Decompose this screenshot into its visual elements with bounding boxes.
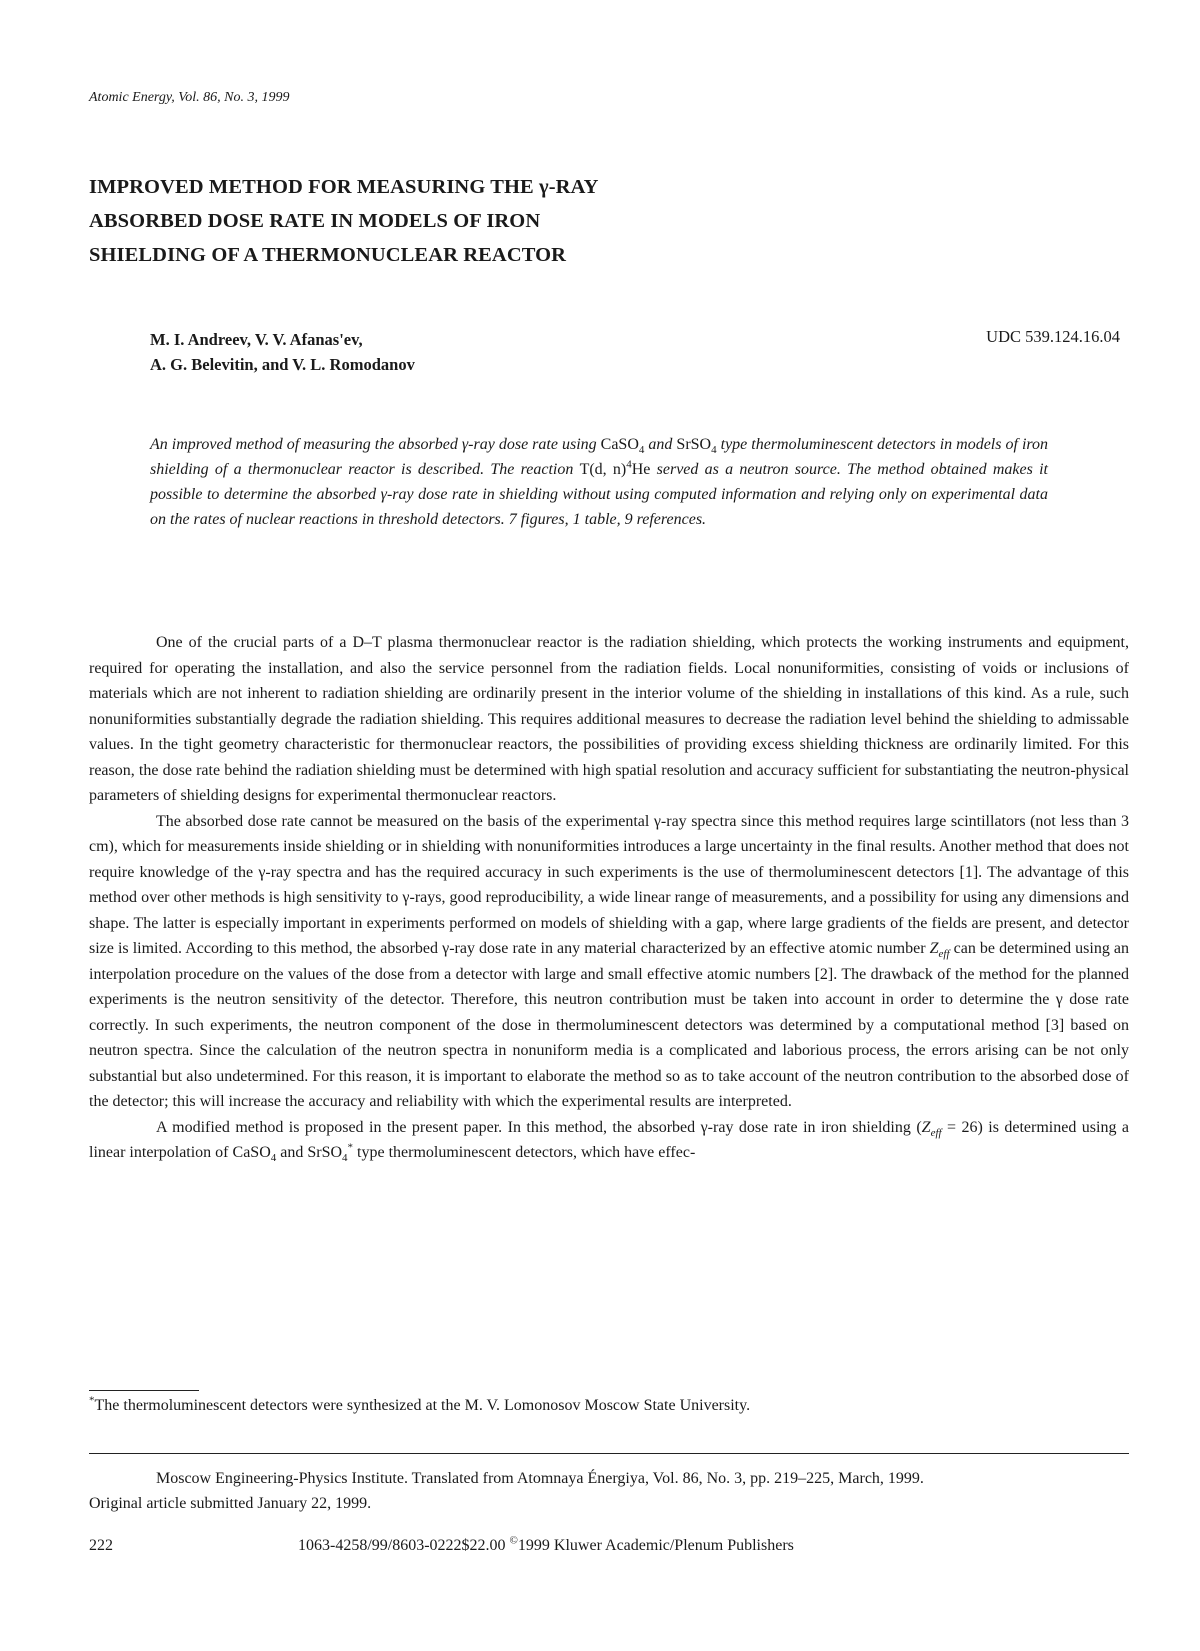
page-number: 222 xyxy=(89,1537,113,1554)
footnote-text: The thermoluminescent detectors were synthesized at the M. V. Lomonosov Moscow State University. xyxy=(94,1397,751,1414)
paragraph-text: = 26) is determined using a linear interpolation of xyxy=(89,1118,1130,1161)
journal-header: Atomic Energy, Vol. 86, No. 3, 1999 xyxy=(89,90,290,105)
formula-base: T(d, n) xyxy=(579,461,627,478)
paragraph xyxy=(89,809,1129,1115)
formula-base: CaSO xyxy=(600,436,639,453)
abstract-text: An improved method of measuring the absorbed γ-ray dose rate using xyxy=(150,436,601,453)
subscript: eff xyxy=(938,948,950,961)
formula-base: SrSO xyxy=(676,436,712,453)
symbol: Z xyxy=(929,940,939,957)
title-line: ABSORBED DOSE RATE IN MODELS OF IRON xyxy=(89,210,541,232)
author-list xyxy=(150,327,415,377)
paragraph: One of the crucial parts of a D–T plasma thermonuclear reactor is the radiation shielding, which protects the working instruments and equipment, required for operating the installation, and also the service personnel from the radiation fields. Local nonuniformities, consisting of voids or inclusions of materials which are not inherent to radiation shielding are ordinarily present in the interior volume of the shielding in installations of this kind. As a rule, such nonuniformities substantially degrade the radiation shielding. This requires additional measures to decrease the radiation level behind the shielding to admissable values. In the tight geometry characteristic for thermonuclear reactors, the possibilities of providing excess shielding thickness are ordinarily limited. For this reason, the dose rate behind the radiation shielding must be determined with high spatial resolution and accuracy sufficient for substantiating the neutron-physical parameters of shielding designs for experimental thermonuclear reactors. xyxy=(89,634,1129,804)
publisher: 1999 Kluwer Academic/Plenum Publishers xyxy=(517,1537,794,1554)
body-text xyxy=(89,630,1129,1166)
paragraph-text: The absorbed dose rate cannot be measured on the basis of the experimental γ-ray spectra since this method requires large scintillators (not less than 3 cm), which for measurements inside shielding or in shielding with nonuniformities introduces a large uncertainty in the final results. Another method that does not require knowledge of the γ-ray spectra and has the required accuracy in such experiments is the use of thermoluminescent detectors [1]. The advantage of this method over other methods is high sensitivity to γ-rays, good reproducibility, a wide linear range of measurements, and a possibility for using any dimensions and shape. The latter is especially important in experiments performed on models of shielding with a gap, where large gradients of the fields are present, and detector size is limited. According to this method, the absorbed γ-ray dose rate in any material characterized by an effective atomic number xyxy=(89,812,1129,957)
abstract-text: and xyxy=(644,436,677,453)
paragraph-text: type thermoluminescent detectors, which have effec- xyxy=(353,1144,696,1161)
footnote-marker: * xyxy=(89,1394,95,1407)
superscript: 4 xyxy=(626,458,632,471)
formula-srso4 xyxy=(676,436,717,457)
issn-code: 1063-4258/99/8603-0222$22.00 xyxy=(298,1537,510,1554)
footnote xyxy=(89,1394,751,1415)
abstract xyxy=(150,432,1048,532)
formula-base: CaSO xyxy=(232,1144,271,1161)
subscript: 4 xyxy=(638,444,645,457)
subscript: 4 xyxy=(342,1152,348,1165)
copyright-icon: © xyxy=(509,1534,518,1547)
formula-caso4 xyxy=(600,436,645,457)
abstract-text: served as a neutron source. The method obtained makes it possible to determine the absorbed γ-ray dose rate in shielding without using computed information and relying only on experimental data on the rates of nuclear reactions in threshold detectors. 7 figures, 1 table, 9 references. xyxy=(150,461,1048,528)
z-eff-symbol xyxy=(921,1118,942,1139)
article-title xyxy=(89,170,599,272)
submission-line: Original article submitted January 22, 1999. xyxy=(89,1495,372,1512)
paragraph-text: A modified method is proposed in the present paper. In this method, the absorbed γ-ray dose rate in iron shielding ( xyxy=(156,1118,922,1136)
formula-base: He xyxy=(631,461,651,478)
subscript: 4 xyxy=(270,1152,277,1165)
abstract-text: type thermoluminescent detectors in models of iron shielding of a thermonuclear reactor is described. The reaction xyxy=(150,436,1049,478)
symbol: Z xyxy=(921,1118,931,1136)
author-line: A. G. Belevitin, and V. L. Romodanov xyxy=(150,355,415,374)
paragraph xyxy=(89,1115,1129,1166)
footnote-marker: * xyxy=(347,1141,354,1154)
subscript: 4 xyxy=(711,444,717,457)
author-line: M. I. Andreev, V. V. Afanas'ev, xyxy=(150,330,363,349)
paragraph-text: and xyxy=(276,1144,308,1161)
subscript: eff xyxy=(930,1126,942,1139)
footnote-divider xyxy=(89,1390,199,1391)
title-line: SHIELDING OF A THERMONUCLEAR REACTOR xyxy=(89,244,567,266)
formula-reaction xyxy=(579,458,651,478)
affiliation-divider xyxy=(89,1453,1129,1454)
formula-base: SrSO xyxy=(307,1144,343,1161)
copyright-line xyxy=(298,1534,794,1555)
title-line: IMPROVED METHOD FOR MEASURING THE γ-RAY xyxy=(89,176,599,198)
affiliation-line: Moscow Engineering-Physics Institute. Translated from Atomnaya Énergiya, Vol. 86, No. 3, pp. 219–225, March, 1999. xyxy=(156,1470,924,1487)
z-eff-symbol xyxy=(929,940,950,961)
udc-code: UDC 539.124.16.04 xyxy=(986,327,1120,346)
paragraph-text: can be determined using an interpolation procedure on the values of the dose from a detector with large and small effective atomic numbers [2]. The drawback of the method for the planned experiments is the neutron sensitivity of the detector. Therefore, this neutron contribution must be taken into account in order to determine the γ dose rate correctly. In such experiments, the neutron component of the dose in thermoluminescent detectors was determined by a computational method [3] based on neutron spectra. Since the calculation of the neutron spectra in nonuniform media is a complicated and laborious process, the errors arising can be not only substantial but also undetermined. For this reason, it is important to elaborate the method so as to take account of the neutron contribution to the absorbed dose of the detector; this will increase the accuracy and reliability with which the experimental results are interpreted. xyxy=(89,940,1130,1110)
affiliation xyxy=(89,1466,1129,1516)
